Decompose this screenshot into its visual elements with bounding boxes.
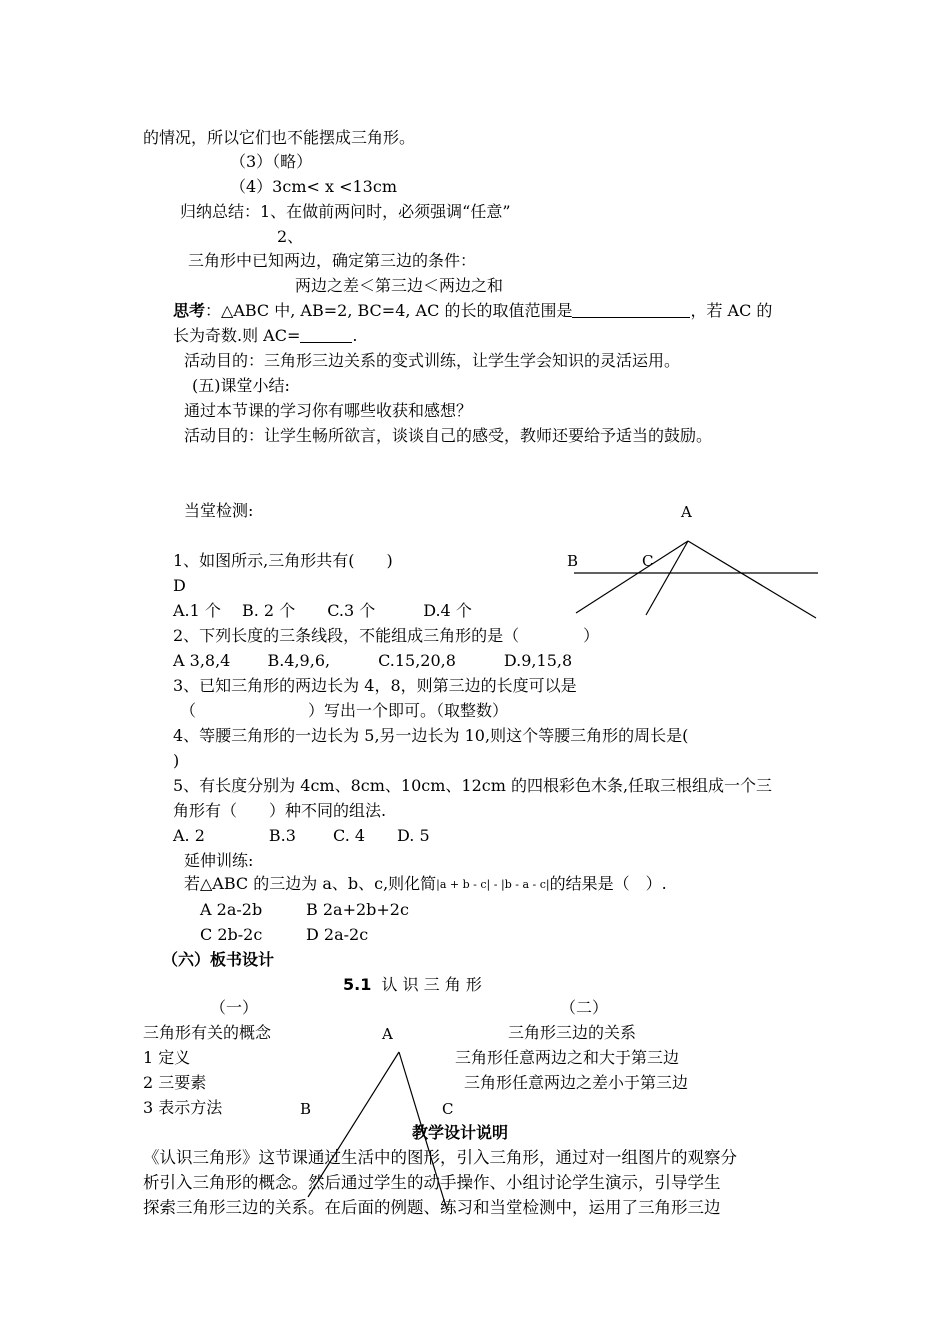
design-title: 教学设计说明: [412, 1123, 509, 1142]
option-c: C 2b-2c: [200, 925, 263, 944]
board-heading: [343, 974, 482, 996]
abs-expression: |a + b - c|: [436, 878, 491, 891]
question-5-options: A. 2 B.3 C. 4 D. 5: [173, 826, 430, 845]
think-text: ：△ABC 中, AB=2, BC=4, AC 的长的取值范围是: [205, 301, 573, 320]
question-5-cont: 角形有（ ）种不同的组法.: [173, 801, 387, 820]
text-line: 归纳总结：1、在做前两问时，必须强调“任意”: [180, 202, 511, 221]
option-b: B 2a+2b+2c: [306, 900, 409, 919]
text-line: 的情况，所以它们也不能摆成三角形。: [143, 128, 416, 147]
design-text: 析引入三角形的概念。然后通过学生的动手操作、小组讨论学生演示，引导学生: [143, 1173, 721, 1192]
label-a: A: [681, 503, 692, 521]
section-title: 当堂检测:: [184, 501, 254, 520]
think-text: .: [352, 326, 358, 345]
board-item: 三角形有关的概念: [143, 1023, 272, 1042]
design-text: 探索三角形三边的关系。在后面的例题、练习和当堂检测中，运用了三角形三边: [143, 1198, 721, 1217]
heading-number: 5.1: [343, 975, 372, 994]
column-heading: （一）: [210, 998, 259, 1017]
question-1-options: A.1 个 B. 2 个 C.3 个 D.4 个: [173, 601, 472, 620]
operator: -: [490, 878, 501, 891]
label-b: B: [567, 552, 579, 570]
board-item: 2 三要素: [143, 1073, 207, 1092]
question-4-cont: ): [173, 751, 180, 770]
question-3: 3、已知三角形的两边长为 4，8，则第三边的长度可以是: [173, 676, 577, 695]
think-label: 思考: [173, 301, 206, 320]
column-heading: （二）: [560, 998, 609, 1017]
text-line: 活动目的：让学生畅所欲言，谈谈自己的感受，教师还要给予适当的鼓励。: [184, 426, 713, 445]
extension-question: [184, 873, 667, 896]
board-item: 3 表示方法: [143, 1098, 223, 1117]
text-line: 两边之差＜第三边＜两边之和: [295, 276, 504, 295]
board-item: 三角形三边的关系: [508, 1023, 637, 1042]
think-text: 长为奇数.则 AC=: [173, 326, 301, 345]
label-a: A: [382, 1025, 393, 1043]
design-text: 《认识三角形》这节课通过生活中的图形，引入三角形，通过对一组图片的观察分: [143, 1148, 737, 1167]
section-title: 延伸训练:: [184, 851, 254, 870]
text-line: （4）3cm< x <13cm: [230, 177, 397, 196]
section-title: (五)课堂小结:: [192, 376, 290, 395]
answer-blank: [572, 301, 690, 318]
question-5: 5、有长度分别为 4cm、8cm、10cm、12cm 的四根彩色木条,任取三根组成一个三: [173, 776, 773, 795]
text-line: 三角形中已知两边，确定第三边的条件：: [188, 251, 477, 270]
question-4: 4、等腰三角形的一边长为 5,另一边长为 10,则这个等腰三角形的周长是(: [173, 726, 689, 745]
board-item: 1 定义: [143, 1048, 191, 1067]
heading-text: 认 识 三 角 形: [381, 975, 482, 994]
label-c: C: [642, 552, 654, 570]
think-question: [173, 300, 772, 322]
side-line: [576, 541, 688, 613]
option-d: D 2a-2c: [306, 925, 369, 944]
question-2-options: A 3,8,4 B.4,9,6, C.15,20,8 D.9,15,8: [173, 651, 573, 670]
question-text: 若△ABC 的三边为 a、b、c,则化简: [184, 874, 437, 893]
board-item: 三角形任意两边之和大于第三边: [455, 1048, 680, 1067]
think-text: ，若 AC 的: [690, 301, 773, 320]
side-line: [688, 541, 816, 618]
text-line: 活动目的：三角形三边关系的变式训练，让学生学会知识的灵活运用。: [184, 351, 681, 370]
text-line: 通过本节课的学习你有哪些收获和感想？: [184, 401, 473, 420]
think-question-line2: [173, 325, 357, 347]
label-b: B: [300, 1100, 312, 1118]
option-a: A 2a-2b: [200, 900, 263, 919]
question-1-option: D: [173, 576, 186, 595]
triangle-count-figure: [560, 500, 830, 625]
abs-expression: |b - a - c|: [500, 878, 550, 891]
question-2: 2、下列长度的三条线段，不能组成三角形的是（ ）: [173, 626, 600, 645]
question-3-cont: （ ）写出一个即可。（取整数）: [180, 701, 509, 720]
label-c: C: [442, 1100, 454, 1118]
board-item: 三角形任意两边之差小于第三边: [464, 1073, 689, 1092]
answer-blank: [300, 326, 352, 343]
section-title: （六）板书设计: [162, 950, 275, 969]
text-line: （3）（略）: [230, 152, 313, 171]
question-text: 的结果是（ ）.: [549, 874, 667, 893]
text-line: 2、: [277, 227, 304, 246]
question-1: 1、如图所示,三角形共有( ): [173, 551, 393, 570]
